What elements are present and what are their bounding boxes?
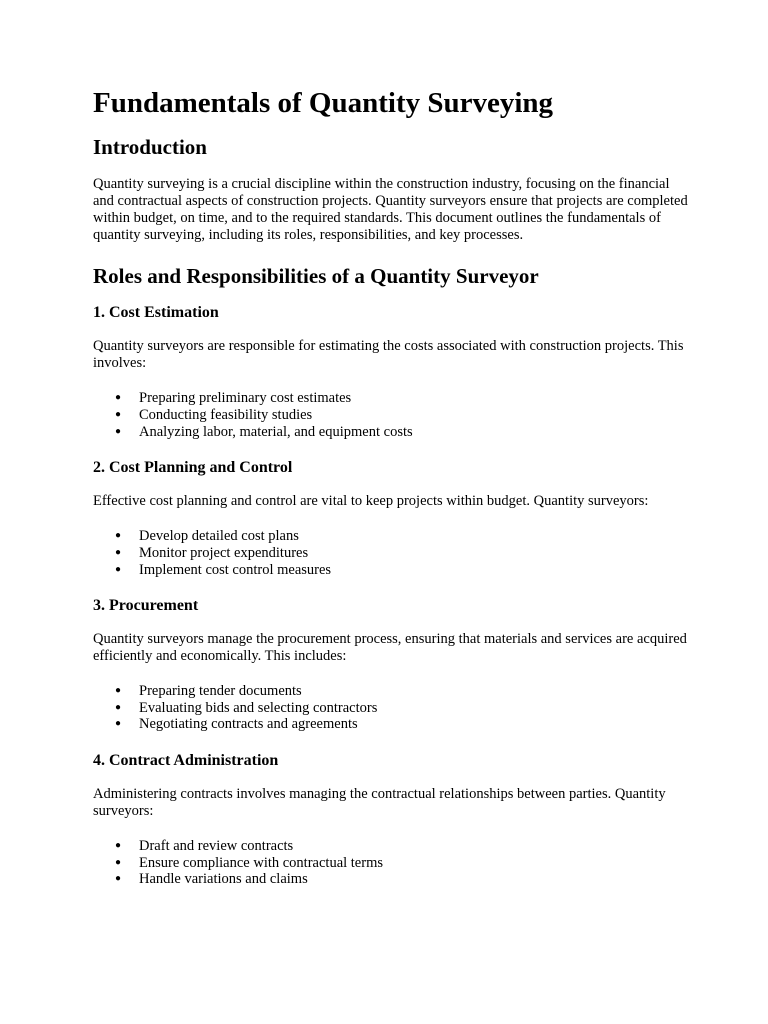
section-text-contract-administration: Administering contracts involves managing the contractual relationships between parties. Quantity surveyors: [93, 786, 666, 820]
roles-heading: Roles and Responsibilities of a Quantity Surveyor [93, 263, 539, 288]
list-item [93, 545, 688, 562]
section-text-procurement: Quantity surveyors manage the procurement process, ensuring that materials and services are acquired efficiently and economically. This includes: [93, 631, 687, 665]
bullet-icon: ● [115, 718, 122, 730]
bullet-icon: ● [115, 856, 122, 868]
introduction-text: Quantity surveying is a crucial discipline within the construction industry, focusing on the financial and contractual aspects of construction projects. Quantity surveyors ensure that projects are completed within budget, on time, and to the required standards. This document outlines the fundamentals of quantity surveying, including its roles, responsibilities, and key processes. [93, 175, 688, 243]
bullet-icon: ● [115, 392, 122, 404]
bullet-list-contract-administration [93, 838, 688, 888]
bullet-icon: ● [115, 408, 122, 420]
list-item [93, 871, 688, 888]
bullet-icon: ● [115, 530, 122, 542]
list-item-text: Analyzing labor, material, and equipment costs [139, 423, 413, 440]
section-text-cost-planning: Effective cost planning and control are vital to keep projects within budget. Quantity surveyors: [93, 493, 649, 510]
list-item [93, 562, 688, 579]
bullet-icon: ● [115, 546, 122, 558]
bullet-icon: ● [115, 701, 122, 713]
list-item-text: Handle variations and claims [139, 871, 308, 888]
bullet-icon: ● [115, 425, 122, 437]
list-item-text: Preparing tender documents [139, 683, 302, 700]
bullet-icon: ● [115, 873, 122, 885]
list-item [93, 424, 688, 441]
list-item [93, 528, 688, 545]
section-heading-cost-estimation: 1. Cost Estimation [93, 304, 219, 322]
list-item-text: Ensure compliance with contractual terms [139, 854, 383, 871]
bullet-list-cost-planning [93, 528, 688, 578]
list-item-text: Monitor project expenditures [139, 544, 309, 561]
list-item [93, 855, 688, 872]
bullet-list-procurement [93, 683, 688, 733]
list-item [93, 700, 688, 717]
section-text-cost-estimation: Quantity surveyors are responsible for estimating the costs associated with construction projects. This involves: [93, 338, 684, 372]
list-item-text: Implement cost control measures [139, 561, 332, 578]
section-heading-cost-planning: 2. Cost Planning and Control [93, 459, 293, 477]
list-item-text: Evaluating bids and selecting contractors [139, 699, 378, 716]
bullet-icon: ● [115, 563, 122, 575]
list-item [93, 407, 688, 424]
list-item-text: Draft and review contracts [139, 838, 294, 855]
list-item-text: Conducting feasibility studies [139, 406, 313, 423]
introduction-heading: Introduction [93, 134, 207, 159]
bullet-icon: ● [115, 685, 122, 697]
list-item [93, 683, 688, 700]
bullet-list-cost-estimation [93, 390, 688, 440]
list-item [93, 716, 688, 733]
bullet-icon: ● [115, 840, 122, 852]
list-item-text: Negotiating contracts and agreements [139, 716, 358, 733]
list-item-text: Develop detailed cost plans [139, 528, 299, 545]
document-title: Fundamentals of Quantity Surveying [93, 87, 554, 119]
list-item [93, 390, 688, 407]
list-item-text: Preparing preliminary cost estimates [139, 390, 352, 407]
section-heading-contract-administration: 4. Contract Administration [93, 752, 279, 770]
list-item [93, 838, 688, 855]
section-heading-procurement: 3. Procurement [93, 597, 199, 615]
